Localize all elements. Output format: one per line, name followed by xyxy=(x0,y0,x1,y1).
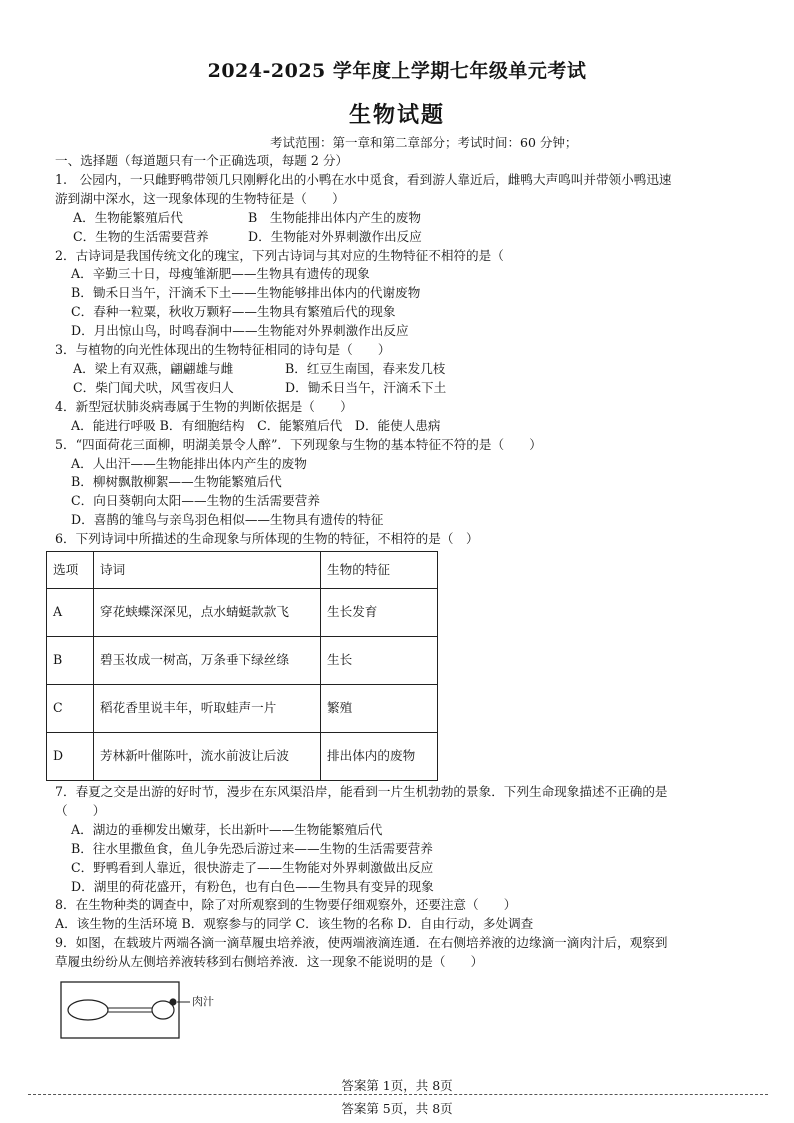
exam-scope: 考试范围：第一章和第二章部分；考试时间：60 分钟； xyxy=(270,135,578,150)
q5-option-a: A．人出汗——生物能排出体内产生的废物 xyxy=(71,455,307,471)
q7-stem-line2: （ ） xyxy=(55,802,106,818)
q5-option-b: B．柳树飘散柳絮——生物能繁殖后代 xyxy=(71,474,282,490)
q3-option-d: D．锄禾日当午，汗滴禾下土 xyxy=(285,379,447,395)
q1-options-row2 xyxy=(55,228,755,247)
figure-label-meat-juice: 肉汁 xyxy=(192,995,214,1008)
q8-stem: 8．在生物种类的调查中，除了对所观察到的生物要仔细观察外，还要注意（ ） xyxy=(55,897,517,913)
q3-option-c: C．柴门闻犬吠，风雪夜归人 xyxy=(73,379,234,395)
q5-option-d: D．喜鹊的雏鸟与亲鸟羽色相似——生物具有遗传的特征 xyxy=(71,512,384,528)
glass-slide xyxy=(61,982,179,1038)
table-cell: 排出体内的废物 xyxy=(321,733,438,781)
table-row xyxy=(47,733,438,781)
table-cell: 生长 xyxy=(321,637,438,685)
section-heading: 一、选择题（每道题只有一个正确选项，每题 2 分） xyxy=(55,153,349,168)
q3-stem: 3．与植物的向光性体现出的生物特征相同的诗句是（ ） xyxy=(55,342,391,358)
table-cell: B xyxy=(47,637,94,685)
q7-option-c: C．野鸭看到人靠近，很快游走了——生物能对外界刺激做出反应 xyxy=(71,859,434,875)
page-footer-secondary: 答案第 5页，共 8页 xyxy=(341,1101,453,1116)
slide-figure xyxy=(60,980,190,1042)
q3-options-row2 xyxy=(55,379,755,398)
table-cell: 繁殖 xyxy=(321,685,438,733)
page-divider xyxy=(28,1094,768,1095)
table-row xyxy=(47,637,438,685)
q1-option-c: C．生物的生活需要营养 xyxy=(73,228,209,244)
q7-option-b: B．往水里撒鱼食，鱼儿争先恐后游过来——生物的生活需要营养 xyxy=(71,840,433,856)
q6-stem: 6．下列诗词中所描述的生命现象与所体现的生物的特征，不相符的是（ ） xyxy=(55,531,479,547)
q7-option-d: D．湖里的荷花盛开，有粉色，也有白色——生物具有变异的现象 xyxy=(71,878,434,894)
meat-juice-drop xyxy=(169,998,176,1005)
q7-option-a: A．湖边的垂柳发出嫩芽，长出新叶——生物能繁殖后代 xyxy=(71,821,383,837)
q1-stem-line1: 1. 公园内，一只雌野鸭带领几只刚孵化出的小鸭在水中觅食，看到游人靠近后，雌鸭大声鸣叫并带领小鸭迅速 xyxy=(55,171,672,187)
table-cell: C xyxy=(47,685,94,733)
q1-options-row1 xyxy=(55,209,755,228)
q6-table xyxy=(46,551,438,781)
q3-options-row1 xyxy=(55,360,755,379)
table-cell: 碧玉妆成一树高，万条垂下绿丝绦 xyxy=(94,637,321,685)
q2-option-a: A．辛勤三十日，母瘦雏渐肥——生物具有遗传的现象 xyxy=(71,266,370,282)
table-cell: 生长发育 xyxy=(321,589,438,637)
question-list xyxy=(55,152,755,972)
q2-option-c: C．春种一粒粟，秋收万颗籽——生物具有繁殖后代的现象 xyxy=(71,304,396,320)
table-header-cell: 诗词 xyxy=(94,552,321,589)
q3-option-b: B．红豆生南国，春来发几枝 xyxy=(285,360,446,376)
q2-option-d: D．月出惊山鸟，时鸣春涧中——生物能对外界刺激作出反应 xyxy=(71,323,409,339)
q9-stem-line2: 草履虫纷纷从左侧培养液转移到右侧培养液．这一现象不能说明的是（ ） xyxy=(55,954,484,970)
connecting-channel xyxy=(108,1008,152,1012)
q2-stem: 2．古诗词是我国传统文化的瑰宝，下列古诗词与其对应的生物特征不相符的是（ xyxy=(55,247,504,263)
table-cell: 稻花香里说丰年，听取蛙声一片 xyxy=(94,685,321,733)
q8-options: A．该生物的生活环境 B．观察参与的同学 C．该生物的名称 D．自由行动，多处调查 xyxy=(55,916,534,932)
exam-title: 2024-2025 学年度上学期七年级单元考试 xyxy=(207,60,587,82)
table-row xyxy=(47,589,438,637)
q4-stem: 4．新型冠状肺炎病毒属于生物的判断依据是（ ） xyxy=(55,398,353,414)
q2-option-b: B．锄禾日当午，汗滴禾下土——生物能够排出体内的代谢废物 xyxy=(71,285,421,301)
table-cell: 穿花蛱蝶深深见，点水蜻蜓款款飞 xyxy=(94,589,321,637)
table-header-row xyxy=(47,552,438,589)
q4-options: A．能进行呼吸 B．有细胞结构 C．能繁殖后代 D．能使人患病 xyxy=(71,417,441,433)
q5-stem: 5．“四面荷花三面柳，明湖美景令人醉”．下列现象与生物的基本特征不符的是（ ） xyxy=(55,436,542,452)
q1-option-d: D．生物能对外界刺激作出反应 xyxy=(248,228,422,244)
table-cell: A xyxy=(47,589,94,637)
page-footer-primary: 答案第 1页，共 8页 xyxy=(341,1078,453,1093)
left-culture-drop xyxy=(68,1000,108,1020)
table-row xyxy=(47,685,438,733)
table-header-cell: 选项 xyxy=(47,552,94,589)
q7-stem-line1: 7．春夏之交是出游的好时节，漫步在东风渠沿岸，能看到一片生机勃勃的景象．下列生命现象描述不正确的是 xyxy=(55,784,668,800)
q1-option-a: A．生物能繁殖后代 xyxy=(73,209,183,225)
table-cell: 芳林新叶催陈叶，流水前波让后波 xyxy=(94,733,321,781)
q5-option-c: C．向日葵朝向太阳——生物的生活需要营养 xyxy=(71,493,320,509)
q9-stem-line1: 9．如图，在载玻片两端各滴一滴草履虫培养液，使两端液滴连通．在右侧培养液的边缘滴一滴肉汁后，观察到 xyxy=(55,935,668,951)
q3-option-a: A．梁上有双燕，翩翩雄与雌 xyxy=(73,360,234,376)
table-header-cell: 生物的特征 xyxy=(321,552,438,589)
exam-subtitle: 生物试题 xyxy=(348,102,445,128)
q1-option-b: B 生物能排出体内产生的废物 xyxy=(248,209,421,225)
table-cell: D xyxy=(47,733,94,781)
q1-stem-line2: 游到湖中深水，这一现象体现的生物特征是（ ） xyxy=(55,190,345,206)
